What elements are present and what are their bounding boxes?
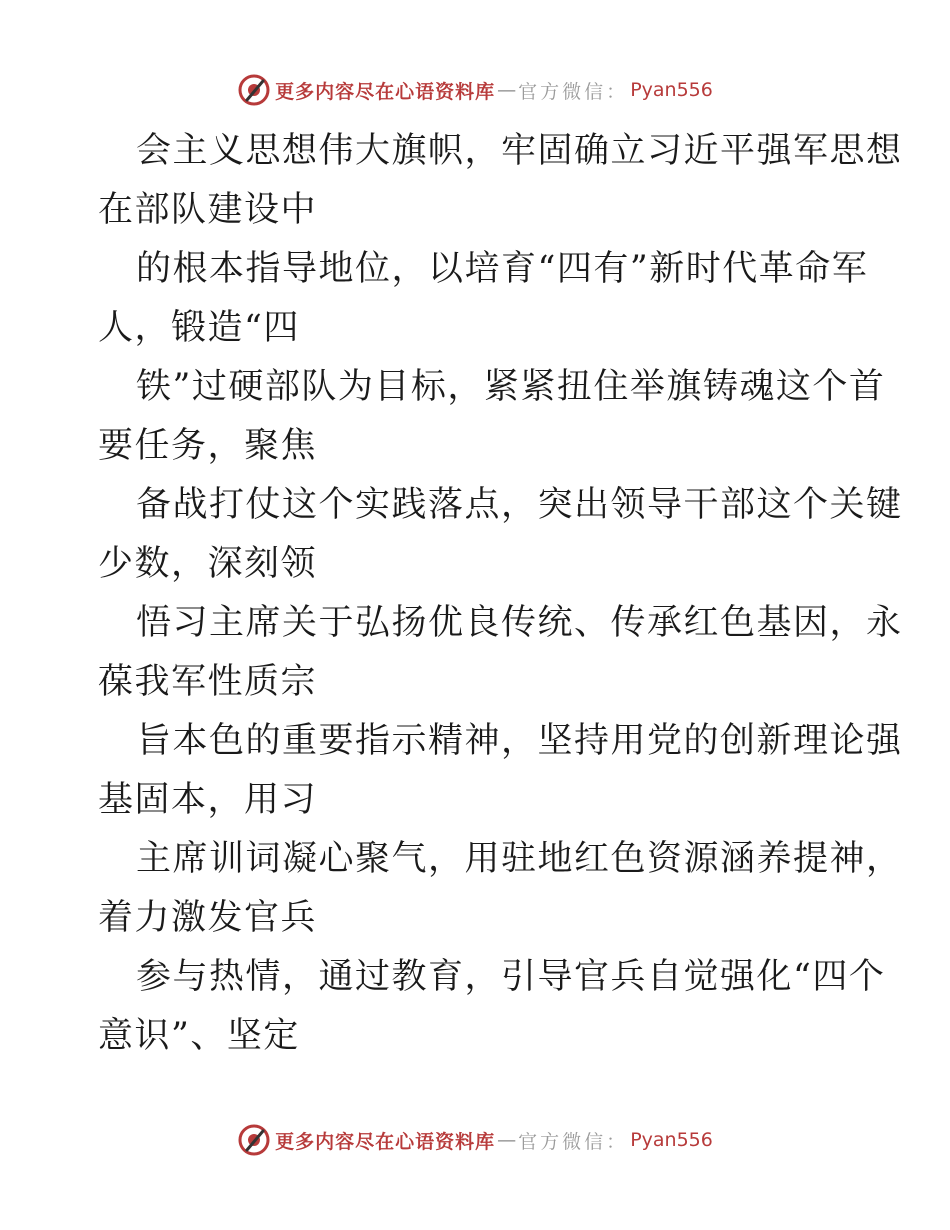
- text-line: 人，锻造“四: [98, 308, 300, 348]
- text-line: 旨本色的重要指示精神，坚持用党的创新理论强: [136, 721, 903, 761]
- watermark-id: Pyan556: [630, 1129, 713, 1151]
- watermark-official: 官方微信：: [518, 80, 629, 103]
- text-line: 意识”、坚定: [98, 1016, 300, 1056]
- text-line: 参与热情，通过教育，引导官兵自觉强化“四个: [136, 957, 886, 997]
- text-line: 要任务，聚焦: [98, 426, 318, 466]
- watermark-id: Pyan556: [630, 79, 713, 101]
- paragraph: [98, 712, 903, 830]
- paragraph: [98, 830, 903, 948]
- document-body: [98, 122, 903, 1066]
- brand-logo-icon: [237, 73, 271, 107]
- brand-logo-icon: [237, 1123, 271, 1157]
- text-line: 会主义思想伟大旗帜，牢固确立习近平强军思想: [136, 131, 903, 171]
- text-line: 铁”过硬部队为目标，紧紧扭住举旗铸魂这个首: [136, 367, 886, 407]
- paragraph: [98, 122, 903, 240]
- text-line: 主席训词凝心聚气，用驻地红色资源涵养提神，: [136, 839, 903, 879]
- text-line: 在部队建设中: [98, 190, 318, 230]
- watermark-brand: 更多内容尽在心语资料库: [275, 1130, 496, 1153]
- text-line: 悟习主席关于弘扬优良传统、传承红色基因，永: [136, 603, 903, 643]
- text-line: 葆我军性质宗: [98, 662, 318, 702]
- text-line: 少数，深刻领: [98, 544, 318, 584]
- paragraph: [98, 948, 886, 1066]
- text-line: 着力激发官兵: [98, 898, 318, 938]
- paragraph: [98, 240, 869, 358]
- watermark-header: [0, 70, 950, 110]
- paragraph: [98, 358, 886, 476]
- paragraph: [98, 476, 903, 594]
- text-line: 备战打仗这个实践落点，突出领导干部这个关键: [136, 485, 903, 525]
- text-line: 基固本，用习: [98, 780, 318, 820]
- text-line: 的根本指导地位，以培育“四有”新时代革命军: [136, 249, 869, 289]
- watermark-footer: [0, 1120, 950, 1160]
- paragraph: [98, 594, 903, 712]
- watermark-separator: —: [497, 79, 517, 101]
- watermark-separator: —: [497, 1129, 517, 1151]
- watermark-official: 官方微信：: [518, 1130, 629, 1153]
- watermark-brand: 更多内容尽在心语资料库: [275, 80, 496, 103]
